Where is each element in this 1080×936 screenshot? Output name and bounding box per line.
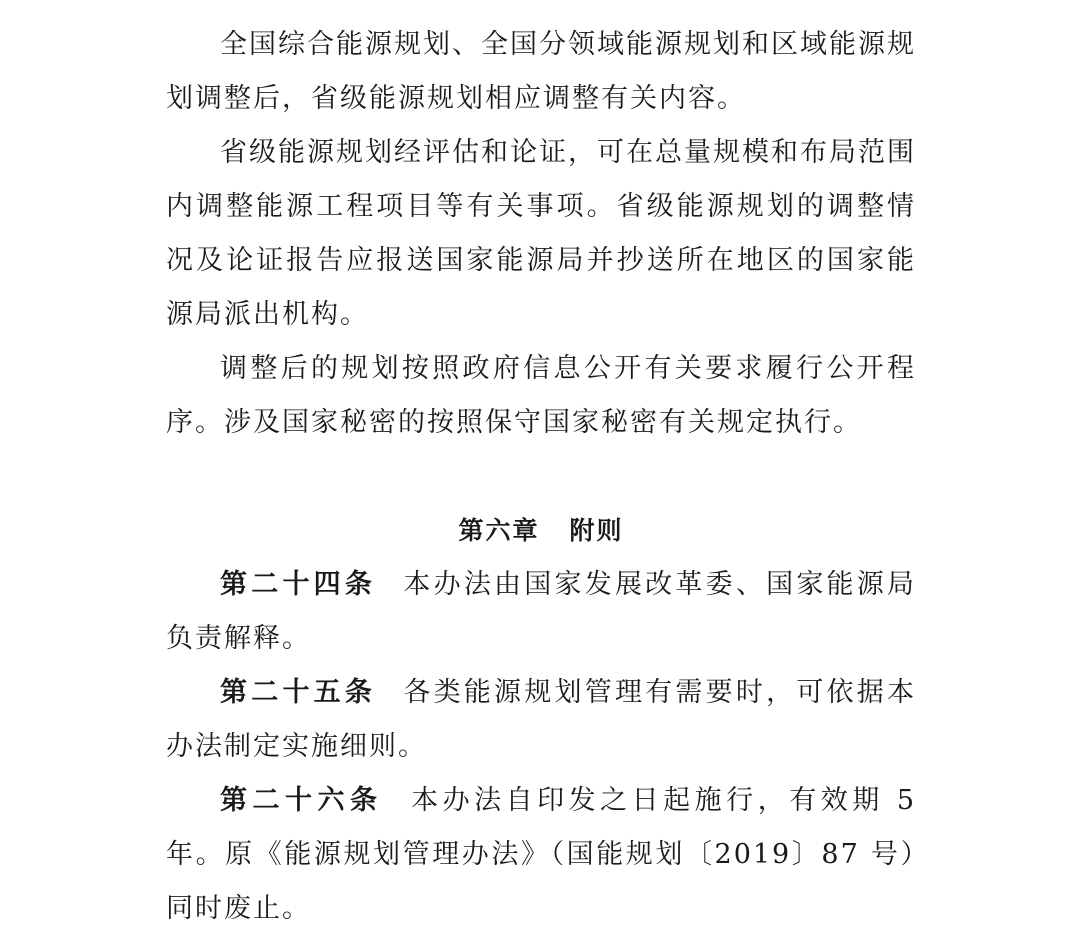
chapter-title: 附则 bbox=[569, 516, 624, 545]
article-26 bbox=[166, 774, 916, 936]
article-25 bbox=[166, 666, 916, 774]
article-number: 第二十四条 bbox=[220, 569, 377, 600]
chapter-heading bbox=[166, 450, 916, 558]
paragraph-provincial-adjustment: 省级能源规划经评估和论证，可在总量规模和布局范围内调整能源工程项目等有关事项。省级能源规划的调整情况及论证报告应报送国家能源局并抄送所在地区的国家能源局派出机构。 bbox=[166, 137, 916, 330]
paragraph-national-adjustment: 全国综合能源规划、全国分领域能源规划和区域能源规划调整后，省级能源规划相应调整有关内容。 bbox=[166, 29, 916, 114]
paragraph-disclosure: 调整后的规划按照政府信息公开有关要求履行公开程序。涉及国家秘密的按照保守国家秘密有关规定执行。 bbox=[166, 353, 916, 438]
article-text: 本办法自印发之日起施行，有效期 5 年。原《能源规划管理办法》（国能规划〔2019〕87 号）同时废止。 bbox=[166, 785, 917, 924]
article-text: 各类能源规划管理有需要时，可依据本办法制定实施细则。 bbox=[166, 677, 917, 762]
chapter-number: 第六章 bbox=[458, 516, 540, 545]
article-24 bbox=[166, 558, 916, 666]
article-number: 第二十五条 bbox=[220, 677, 377, 708]
article-number: 第二十六条 bbox=[220, 785, 383, 816]
article-text: 本办法由国家发展改革委、国家能源局负责解释。 bbox=[166, 569, 917, 654]
document-page bbox=[166, 18, 916, 936]
